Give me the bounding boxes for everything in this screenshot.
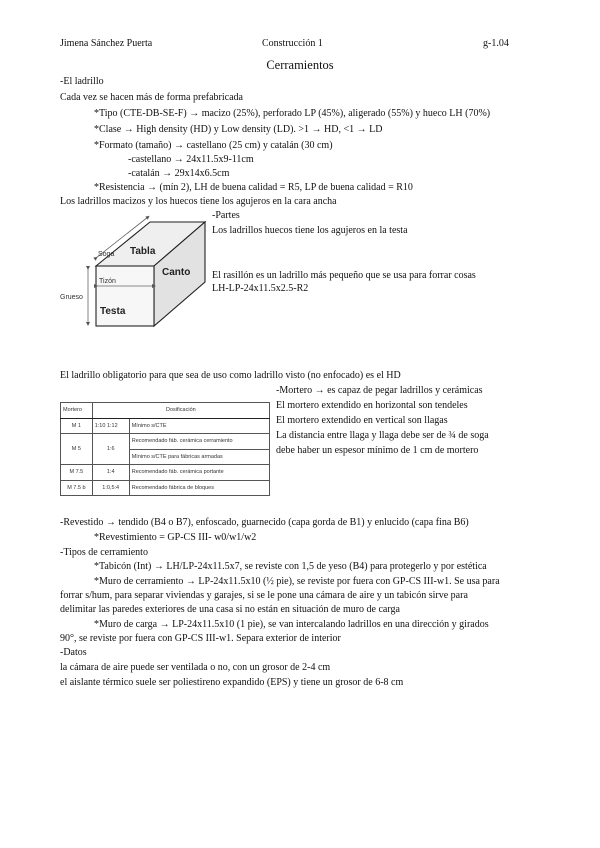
text-line: Los ladrillos macizos y los huecos tiene los agujeros en la cara ancha xyxy=(60,196,337,207)
table-row xyxy=(61,465,270,481)
canto-label: Canto xyxy=(162,267,191,278)
text-line: *Clase → High density (HD) y Low density (LD). >1 → HD, <1 → LD xyxy=(94,124,383,135)
text-line: *Muro de carga → LP-24x11.5x10 (1 pie), se van intercalando ladrillos en una dirección y girados xyxy=(94,619,489,630)
table-header-cell: Dosificación xyxy=(92,403,269,419)
partes-heading: -Partes xyxy=(212,210,240,221)
mortero-note: El mortero extendido en vertical son llagas xyxy=(276,415,448,426)
table-cell: 1:10 1:12 xyxy=(92,418,129,434)
rasillon-note: El rasillón es un ladrillo más pequeño que se usa para forrar cosas xyxy=(212,270,476,281)
table-cell: Mínimo s/CTE xyxy=(129,418,269,434)
text-line: -El ladrillo xyxy=(60,76,104,87)
text-line: -Tipos de cerramiento xyxy=(60,547,148,558)
table-cell: 1:4 xyxy=(92,465,129,481)
header-author: Jimena Sánchez Puerta xyxy=(60,38,153,49)
mortero-note: La distancia entre llaga y llaga debe ser de ¾ de soga xyxy=(276,430,489,441)
text-line: *Revestimiento = GP-CS III- w0/w1/w2 xyxy=(94,532,257,543)
brick-diagram xyxy=(58,212,208,338)
text-line: el aislante térmico suele ser poliestireno expandido (EPS) y tiene un grosor de 6-8 cm xyxy=(60,677,404,688)
text-line: -castellano → 24x11.5x9-11cm xyxy=(128,154,254,165)
text-line: la cámara de aire puede ser ventilada o no, con un grosor de 2-4 cm xyxy=(60,662,331,673)
text-line: *Tabicón (Int) → LH/LP-24x11.5x7, se reviste con 1,5 de yeso (B4) para protegerlo y por estética xyxy=(94,561,487,572)
table-cell: 1:6 xyxy=(92,434,129,465)
text-line: -Revestido → tendido (B4 o B7), enfoscado, guarnecido (capa gorda de B1) y enlucido (capa fina B6) xyxy=(60,517,469,528)
text-line: forrar s/hum, para separar viviendas y garajes, si se le pone una cámara de aire y un tabicón sirve para xyxy=(60,590,468,601)
text-line: 90°, se reviste por fuera con GP-CS III-w1. Separa exterior de interior xyxy=(60,633,341,644)
table-cell: Recomendado fáb. cerámica portante xyxy=(129,465,269,481)
table-cell: Recomendado fáb. cerámica cerramiento xyxy=(129,434,269,450)
text-line: *Formato (tamaño) → castellano (25 cm) y catalán (30 cm) xyxy=(94,140,333,151)
text-line: delimitar las paredes exteriores de una casa si no están en situación de muro de carga xyxy=(60,604,400,615)
rasillon-format: LH-LP-24x11.5x2.5-R2 xyxy=(212,283,309,294)
testa-label: Testa xyxy=(100,306,126,317)
table-cell: M 7.5 xyxy=(61,465,93,481)
table-row xyxy=(61,418,270,434)
obligatorio-note: El ladrillo obligatorio para que sea de uso como ladrillo visto (no enfocado) es el HD xyxy=(60,370,401,381)
huecos-note: Los ladrillos huecos tiene los agujeros en la testa xyxy=(212,225,408,236)
text-line: *Tipo (CTE-DB-SE-F) → macizo (25%), perforado LP (45%), aligerado (55%) y hueco LH (70%) xyxy=(94,108,491,119)
table-cell: M 7.5 b xyxy=(61,480,93,496)
table-row xyxy=(61,434,270,450)
text-line: *Resistencia → (mín 2), LH de buena calidad = R5, LP de buena calidad = R10 xyxy=(94,182,413,193)
table-cell: Mínimo s/CTE para fábricas armadas xyxy=(129,449,269,465)
text-line: -catalán → 29x14x6.5cm xyxy=(128,168,230,179)
grueso-label: Grueso xyxy=(60,294,83,301)
mortero-note: debe haber un espesor mínimo de 1 cm de mortero xyxy=(276,445,479,456)
mortar-table xyxy=(60,402,270,496)
page-title: Cerramientos xyxy=(266,58,334,72)
tizon-label: Tizón xyxy=(99,278,116,285)
table-cell: M 1 xyxy=(61,418,93,434)
mortero-note: El mortero extendido en horizontal son tendeles xyxy=(276,400,468,411)
soga-label: Soga xyxy=(98,251,115,258)
text-line: Cada vez se hacen más de forma prefabricada xyxy=(60,92,243,103)
header-course: Construcción 1 xyxy=(262,38,323,49)
table-header-row xyxy=(61,403,270,419)
table-cell: Recomendado fábrica de bloques xyxy=(129,480,269,496)
header-code: g-1.04 xyxy=(483,38,509,49)
table-row xyxy=(61,480,270,496)
table-header-cell: Mortero xyxy=(61,403,93,419)
table-cell: M 5 xyxy=(61,434,93,465)
table-cell: 1:0,5:4 xyxy=(92,480,129,496)
mortero-note: -Mortero → es capaz de pegar ladrillos y cerámicas xyxy=(276,385,483,396)
tabla-label: Tabla xyxy=(130,246,156,257)
text-line: -Datos xyxy=(60,647,87,658)
text-line: *Muro de cerramiento → LP-24x11.5x10 (½ pie), se reviste por fuera con GP-CS III-w1. Se usa para xyxy=(94,576,500,587)
